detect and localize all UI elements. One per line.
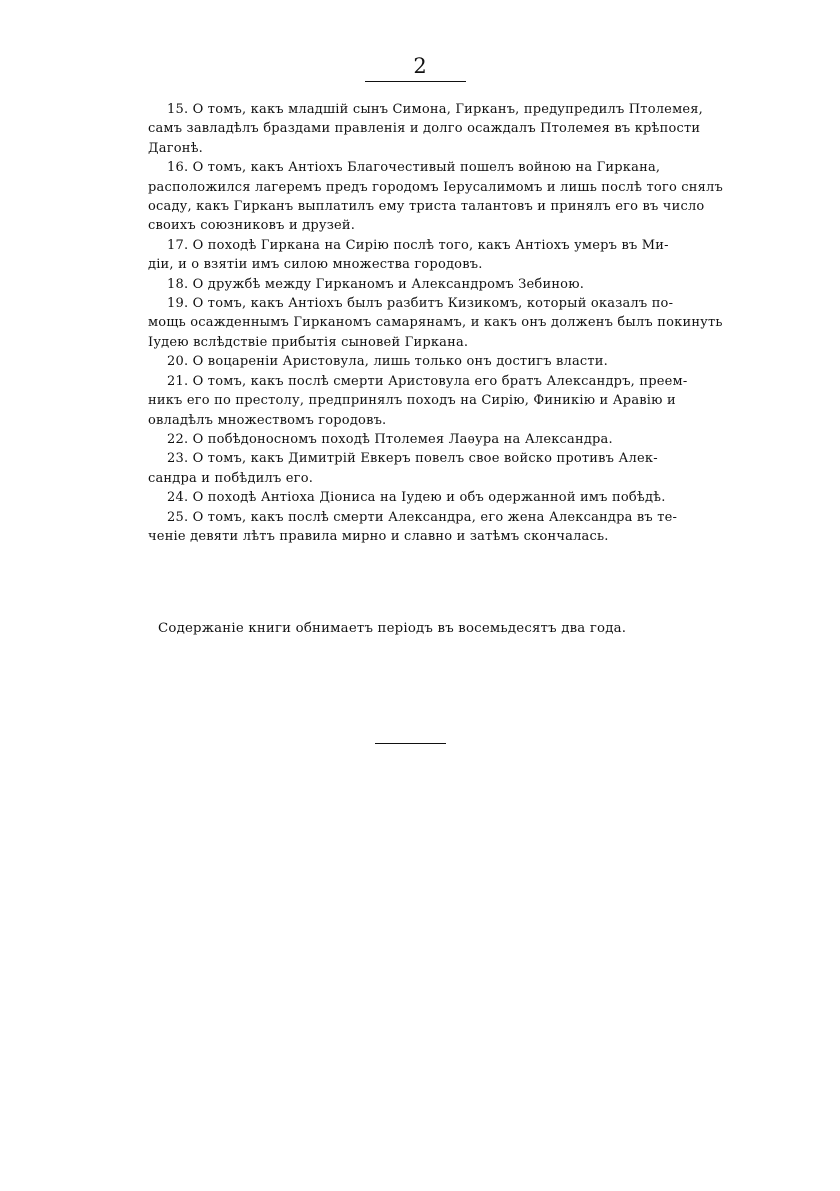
item-line: никъ его по престолу, предпринялъ походъ на Сирію, Финикію и Аравію и xyxy=(148,393,676,409)
contents-item-20 xyxy=(148,352,698,371)
item-line: 22. О побѣдоносномъ походѣ Птолемея Лаѳура на Александра. xyxy=(167,431,613,447)
item-line: ченіе девяти лѣтъ правила мирно и славно и затѣмъ скончалась. xyxy=(148,528,609,544)
contents-item-21 xyxy=(148,372,698,430)
item-line: 15. О томъ, какъ младшій сынъ Симона, Гирканъ, предупредилъ Птолемея, xyxy=(167,102,704,117)
item-line: 17. О походѣ Гиркана на Сирію послѣ того, какъ Антіохъ умеръ въ Ми- xyxy=(167,237,669,253)
book-summary: Содержаніе книги обнимаетъ періодъ въ восемьдесятъ два года. xyxy=(158,621,627,636)
contents-item-25 xyxy=(148,508,698,547)
item-line: осаду, какъ Гирканъ выплатилъ ему триста талантовъ и принялъ его въ число xyxy=(148,199,705,215)
contents-item-22 xyxy=(148,430,698,449)
contents-item-18 xyxy=(148,275,698,294)
contents-item-23 xyxy=(148,449,698,488)
item-line: 19. О томъ, какъ Антіохъ былъ разбитъ Кизикомъ, который оказалъ по- xyxy=(167,296,674,312)
item-line: своихъ союзниковъ и друзей. xyxy=(148,218,356,234)
contents-item-16 xyxy=(148,158,723,236)
item-line: 24. О походѣ Антіоха Діониса на Іудею и объ одержанной имъ побѣдѣ. xyxy=(167,490,666,506)
item-line: 16. О томъ, какъ Антіохъ Благочестивый пошелъ войною на Гиркана, xyxy=(167,160,661,176)
item-line: 20. О воцареніи Аристовула, лишь только онъ достигъ власти. xyxy=(167,354,608,370)
item-line: 25. О томъ, какъ послѣ смерти Александра, его жена Александра въ те- xyxy=(167,509,678,525)
item-line: 18. О дружбѣ между Гирканомъ и Александромъ Зебиною. xyxy=(167,276,585,292)
item-line: Дагонѣ. xyxy=(148,140,203,156)
item-line: сандра и побѣдилъ его. xyxy=(148,470,314,486)
item-line: діи, и о взятіи имъ силою множества городовъ. xyxy=(148,257,483,273)
contents-item-19 xyxy=(148,294,723,352)
item-line: мощь осажденнымъ Гирканомъ самарянамъ, и какъ онъ долженъ былъ покинуть xyxy=(148,315,723,331)
item-line: расположился лагеремъ предъ городомъ Іерусалимомъ и лишь послѣ того снялъ xyxy=(148,179,723,195)
item-line: 23. О томъ, какъ Димитрій Евкеръ повелъ свое войско противъ Алек- xyxy=(167,451,658,467)
item-line: овладѣлъ множествомъ городовъ. xyxy=(148,412,387,428)
footer-rule xyxy=(375,743,446,744)
item-line: 21. О томъ, какъ послѣ смерти Аристовула его братъ Александръ, преем- xyxy=(167,373,688,389)
item-line: самъ завладѣлъ браздами правленія и долго осаждалъ Птолемея въ крѣпости xyxy=(148,121,701,137)
item-line: Іудею вслѣдствіе прибытія сыновей Гиркана. xyxy=(148,334,469,350)
contents-item-24 xyxy=(148,488,698,507)
contents-item-17 xyxy=(148,236,698,275)
contents-list xyxy=(148,100,723,546)
contents-item-15 xyxy=(148,100,704,158)
page-number: 2 xyxy=(413,54,427,78)
header-rule xyxy=(365,81,466,82)
